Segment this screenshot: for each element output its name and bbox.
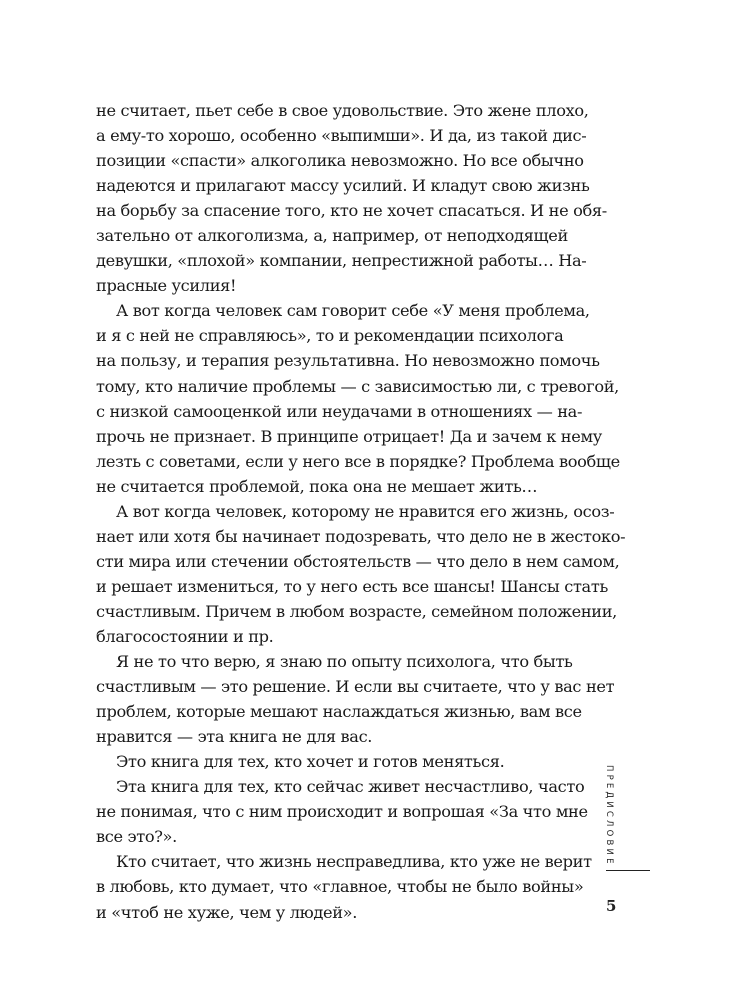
- paragraph: [96, 849, 592, 924]
- text-line: А вот когда человек сам говорит себе «У меня проблема,: [116, 301, 590, 321]
- text-line: на пользу, и терапия результативна. Но невозможно помочь: [96, 351, 600, 371]
- page-number: 5: [606, 897, 617, 915]
- text-line: не понимая, что с ним происходит и вопрошая «За что мне: [96, 802, 588, 822]
- text-line: на борьбу за спасение того, кто не хочет спасаться. И не обя-: [96, 201, 607, 221]
- text-line: прочь не признает. В принципе отрицает! Да и зачем к нему: [96, 426, 602, 446]
- text-line: позиции «спасти» алкоголика невозможно. Но все обычно: [96, 151, 584, 171]
- text-line: и решает измениться, то у него есть все шансы! Шансы стать: [96, 576, 608, 596]
- text-line: не считается проблемой, пока она не мешает жить…: [96, 476, 538, 496]
- text-line: в любовь, кто думает, что «главное, чтобы не было войны»: [96, 877, 584, 897]
- text-line: нает или хотя бы начинает подозревать, что дело не в жестоко-: [96, 526, 626, 546]
- text-line: Это книга для тех, кто хочет и готов меняться.: [116, 752, 505, 772]
- text-line: счастливым. Причем в любом возрасте, семейном положении,: [96, 601, 617, 621]
- text-line: лезть с советами, если у него все в порядке? Проблема вообще: [96, 451, 620, 471]
- paragraph: [96, 298, 620, 498]
- text-line: Я не то что верю, я знаю по опыту психолога, что быть: [116, 652, 573, 672]
- text-line: благосостоянии и пр.: [96, 626, 274, 646]
- paragraph: [96, 98, 607, 298]
- text-line: тому, кто наличие проблемы — с зависимостью ли, с тревогой,: [96, 376, 619, 396]
- text-line: девушки, «плохой» компании, непрестижной работы… На-: [96, 251, 587, 271]
- text-line: надеются и прилагают массу усилий. И кладут свою жизнь: [96, 176, 590, 196]
- text-line: нравится — эта книга не для вас.: [96, 727, 373, 747]
- text-line: проблем, которые мешают наслаждаться жизнью, вам все: [96, 702, 582, 722]
- text-line: прасные усилия!: [96, 276, 237, 296]
- text-line: зательно от алкоголизма, а, например, от неподходящей: [96, 226, 568, 246]
- text-line: Эта книга для тех, кто сейчас живет несчастливо, часто: [116, 777, 585, 797]
- divider-rule: [606, 870, 650, 871]
- paragraph: [96, 749, 562, 774]
- text-line: Кто считает, что жизнь несправедлива, кто уже не верит: [116, 852, 592, 872]
- text-line: и «чтоб не хуже, чем у людей».: [96, 902, 358, 922]
- text-line: все это?».: [96, 827, 177, 847]
- text-line: а ему-то хорошо, особенно «выпимши». И да, из такой дис-: [96, 126, 587, 146]
- paragraph: [96, 649, 615, 749]
- text-line: не считает, пьет себе в свое удовольствие. Это жене плохо,: [96, 101, 589, 120]
- text-line: с низкой самооценкой или неудачами в отношениях — на-: [96, 401, 583, 421]
- running-head: ПРЕДИСЛОВИЕ: [604, 765, 614, 867]
- text-line: и я с ней не справляюсь», то и рекомендации психолога: [96, 326, 564, 346]
- text-line: сти мира или стечении обстоятельств — что дело в нем самом,: [96, 551, 620, 571]
- paragraph: [96, 499, 626, 649]
- paragraph: [96, 774, 588, 849]
- text-line: счастливым — это решение. И если вы считаете, что у вас нет: [96, 677, 615, 697]
- text-line: А вот когда человек, которому не нравится его жизнь, осоз-: [116, 501, 615, 521]
